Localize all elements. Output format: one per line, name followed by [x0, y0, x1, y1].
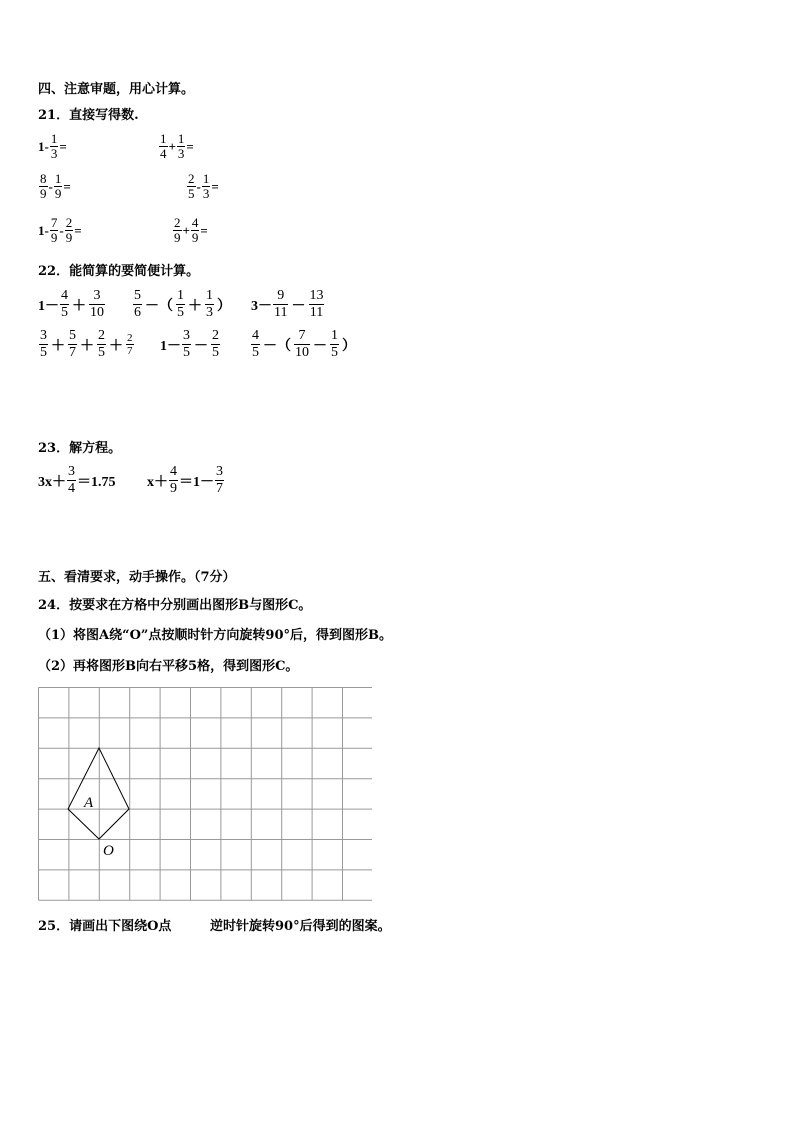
- section4-title: 四、注意审题，用心计算。: [38, 82, 195, 97]
- fraction: $\frac{2}{9}$: [174, 215, 181, 245]
- plus-sign: ＋: [72, 298, 86, 314]
- q23-equation-1: [38, 464, 116, 497]
- plus-sign: ＋: [51, 338, 65, 354]
- fraction: $\frac{9}{11}$: [274, 288, 288, 320]
- fraction: $\frac{7}{9}$: [50, 215, 58, 245]
- equation-lead: x＋: [147, 474, 168, 490]
- close-paren: ）: [342, 338, 356, 354]
- q22-expr-3: [251, 288, 325, 321]
- fraction: $\frac{3}{7}$: [216, 464, 223, 496]
- minus-sign: -: [196, 178, 201, 194]
- fraction: $\frac{1}{9}$: [54, 171, 62, 201]
- equals-sign: =: [59, 138, 67, 154]
- fraction: $\frac{1}{5}$: [331, 328, 338, 360]
- expr-lead: 1－: [38, 298, 59, 314]
- fraction: $\frac{7}{10}$: [295, 328, 309, 360]
- fraction: $\frac{4}{9}$: [191, 215, 199, 245]
- q22-expr-6: [250, 328, 358, 361]
- expr-lead: 1－: [160, 338, 181, 354]
- equation-lead: 3x＋: [38, 474, 66, 490]
- fraction: $\frac{1}{5}$: [177, 288, 184, 320]
- q21-item-1-lead: 1-: [38, 138, 49, 154]
- fraction: $\frac{1}{3}$: [206, 288, 213, 320]
- q24-step-1: （1）将图A绕“O”点按顺时针方向旋转90°后，得到图形B。: [38, 628, 392, 643]
- fraction: $\frac{1}{3}$: [202, 171, 210, 201]
- q21-item-3: [38, 172, 71, 201]
- q21-title: 21．直接写得数.: [38, 108, 139, 123]
- expr-lead: 3－: [251, 298, 272, 314]
- minus-sign: -: [59, 222, 64, 238]
- equals-sign: =: [63, 178, 71, 194]
- section5-title: 五、看清要求，动手操作。（7分）: [38, 570, 236, 585]
- fraction: $\frac{4}{9}$: [170, 464, 177, 496]
- fraction: $\frac{3}{5}$: [183, 328, 190, 360]
- q24-title: 24．按要求在方格中分别画出图形B与图形C。: [38, 598, 312, 613]
- fraction: $\frac{2}{5}$: [212, 328, 219, 360]
- fraction: $\frac{4}{5}$: [252, 328, 259, 360]
- fraction: $\frac{1}{3}$: [50, 131, 58, 161]
- equals-sign: =: [211, 178, 219, 194]
- q21-item-2: [158, 132, 194, 161]
- q22-title: 22．能简算的要简便计算。: [38, 264, 200, 279]
- fraction: $\frac{2}{5}$: [188, 171, 195, 201]
- square-grid[interactable]: [38, 687, 372, 901]
- plus-sign: +: [182, 222, 190, 238]
- plus-sign: +: [168, 138, 176, 154]
- equals-sign: =: [74, 222, 82, 238]
- q21-item-5-lead: 1-: [38, 222, 49, 238]
- q25-title-part-1: 25．请画出下图绕O点: [38, 919, 172, 934]
- minus-paren: －（: [263, 338, 291, 354]
- q21-item-6: [172, 216, 208, 245]
- fraction: $\frac{1}{4}$: [160, 131, 167, 161]
- fraction: $\frac{13}{11}$: [309, 288, 324, 320]
- q22-expr-1: [38, 288, 106, 321]
- minus-sign: －: [291, 298, 306, 314]
- q23-title: 23．解方程。: [38, 441, 122, 456]
- fraction: $\frac{2}{5}$: [98, 328, 105, 360]
- equals-sign: =: [200, 222, 208, 238]
- equals-sign: =: [186, 138, 194, 154]
- fraction: $\frac{2}{7}$: [127, 332, 133, 357]
- fraction: $\frac{1}{3}$: [177, 131, 185, 161]
- fraction: $\frac{3}{5}$: [40, 328, 47, 360]
- q21-item-4: [186, 172, 219, 201]
- fraction: $\frac{2}{9}$: [65, 215, 73, 245]
- q21-item-1: [38, 132, 67, 161]
- minus-paren: －（: [145, 298, 173, 314]
- point-o-label: O: [103, 843, 114, 859]
- fraction: $\frac{3}{10}$: [90, 288, 104, 320]
- equation-mid: ＝1－: [179, 474, 214, 490]
- fraction: $\frac{5}{6}$: [134, 288, 141, 320]
- q21-item-5: [38, 216, 82, 245]
- q23-equation-2: [147, 464, 225, 497]
- q24-step-2: （2）再将图形B向右平移5格，得到图形C。: [38, 659, 299, 674]
- fraction: $\frac{4}{5}$: [61, 288, 68, 320]
- fraction: $\frac{5}{7}$: [69, 328, 76, 360]
- fraction: $\frac{3}{4}$: [68, 464, 75, 496]
- minus-sign: －: [313, 338, 327, 354]
- minus-sign: -: [48, 178, 53, 194]
- close-paren: ）: [217, 298, 231, 314]
- plus-sign: ＋: [80, 338, 94, 354]
- q22-expr-2: [132, 288, 233, 321]
- plus-sign: ＋: [109, 338, 123, 354]
- shape-a-kite: [68, 748, 129, 839]
- q22-expr-4: [38, 328, 135, 361]
- plus-sign: ＋: [188, 298, 202, 314]
- q22-expr-5: [160, 328, 221, 361]
- minus-sign: －: [194, 338, 208, 354]
- equation-tail: ＝1.75: [77, 474, 116, 490]
- shape-a-label: A: [84, 795, 94, 811]
- fraction: $\frac{8}{9}$: [40, 171, 47, 201]
- q25-title-part-2: 逆时针旋转90°后得到的图案。: [210, 919, 391, 934]
